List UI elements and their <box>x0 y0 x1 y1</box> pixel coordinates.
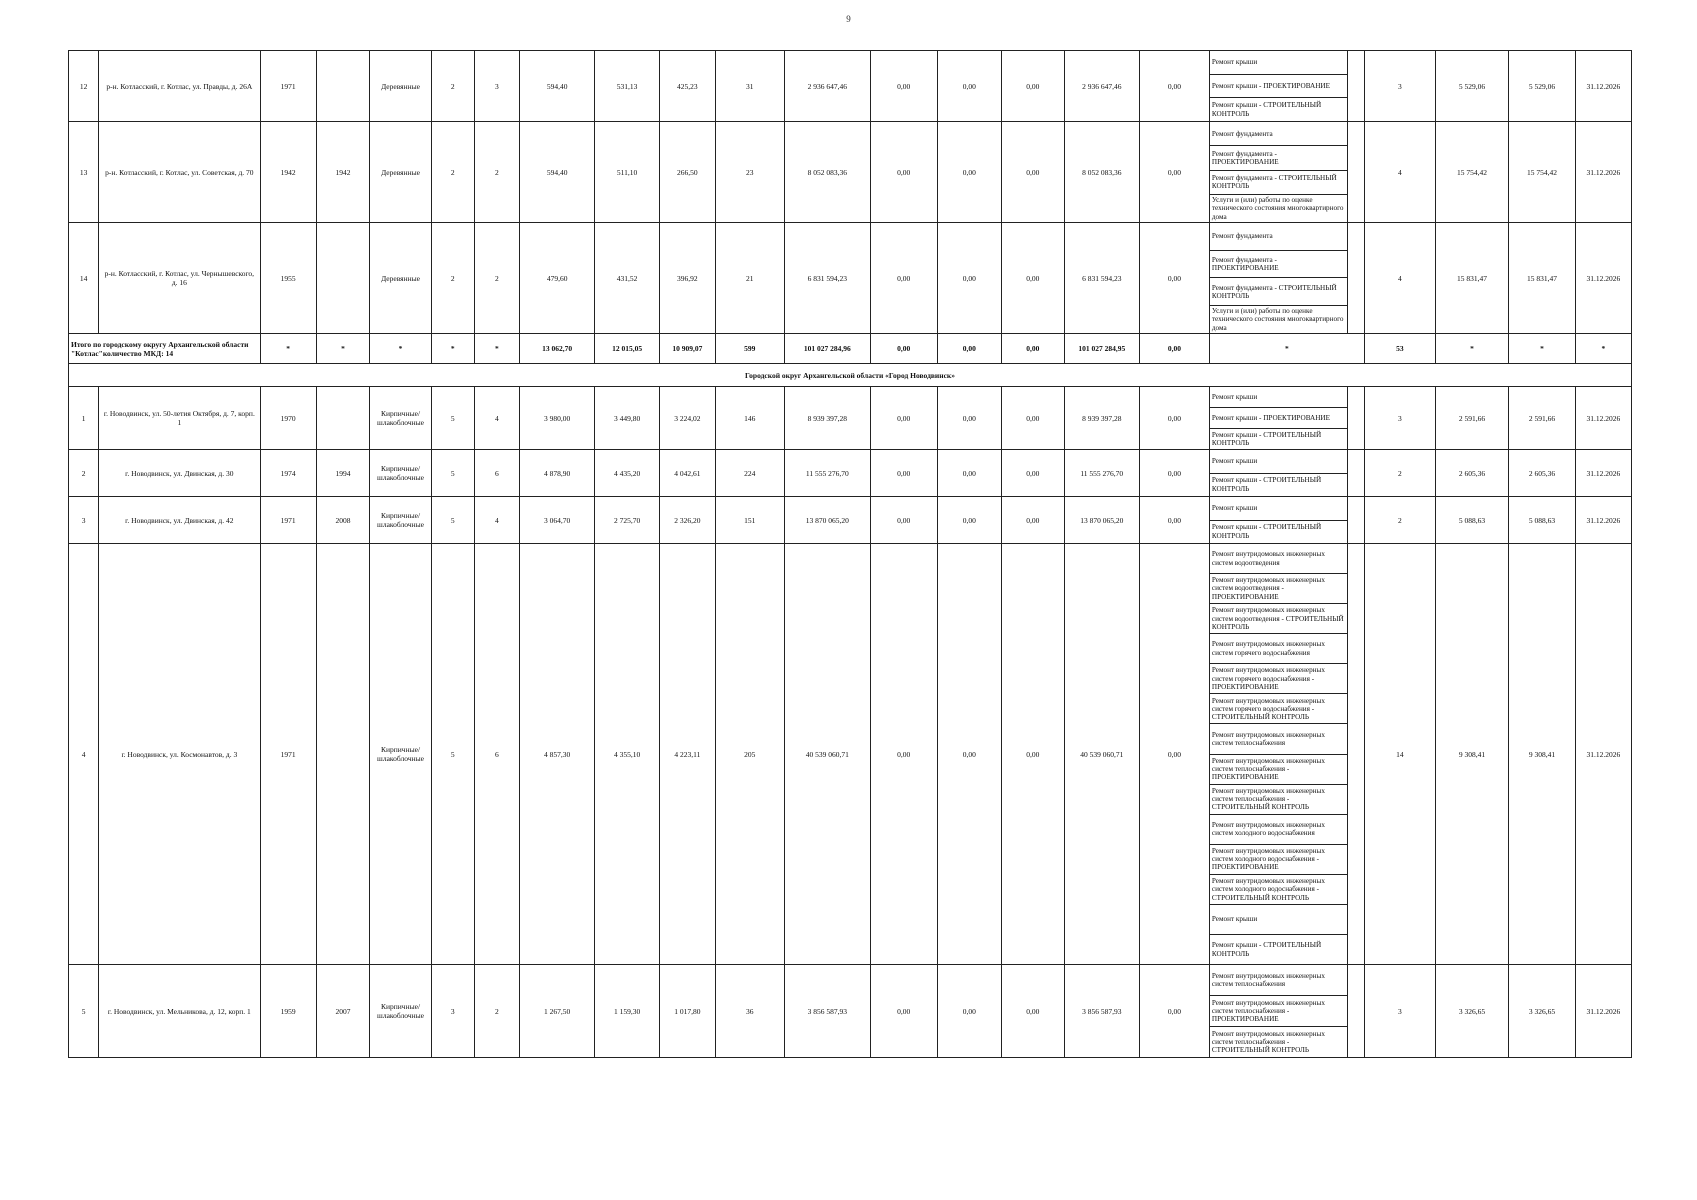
total-label: Итого по городскому округу Архангельской области "Котлас"количество МКД: 14 <box>69 334 261 364</box>
section-header-row <box>69 364 1632 387</box>
table-cell: 2 <box>474 965 519 1058</box>
table-cell: 0,00 <box>870 51 937 122</box>
address-cell: г. Новодвинск, ул. Мельникова, д. 12, корп. 1 <box>99 965 260 1058</box>
work-item: Ремонт фундамента - ПРОЕКТИРОВАНИЕ <box>1210 250 1348 278</box>
work-item: Ремонт фундамента - СТРОИТЕЛЬНЫЙ КОНТРОЛЬ <box>1210 170 1348 194</box>
table-cell: 1955 <box>260 223 316 334</box>
table-cell: 1971 <box>260 51 316 122</box>
table-cell: 2 326,20 <box>659 497 715 544</box>
table-cell: 4 <box>1364 122 1435 223</box>
table-row <box>69 965 1632 1058</box>
table-cell: 3 <box>1364 387 1435 450</box>
table-cell: 5 088,63 <box>1509 497 1576 544</box>
table-cell: 0,00 <box>937 387 1002 450</box>
table-cell <box>316 51 370 122</box>
table-cell: 0,00 <box>1139 497 1209 544</box>
table-cell: 205 <box>715 544 784 965</box>
work-item: Ремонт внутридомовых инженерных систем горячего водоснабжения - СТРОИТЕЛЬНЫЙ КОНТРОЛЬ <box>1210 693 1348 723</box>
work-item: Ремонт внутридомовых инженерных систем теплоснабжения <box>1210 965 1348 995</box>
table-cell: 1970 <box>260 387 316 450</box>
table-cell: 0,00 <box>937 122 1002 223</box>
total-cell: 10 909,07 <box>659 334 715 364</box>
total-cell: 101 027 284,95 <box>1064 334 1139 364</box>
work-item: Ремонт крыши - ПРОЕКТИРОВАНИЕ <box>1210 74 1348 98</box>
work-item: Ремонт внутридомовых инженерных систем теплоснабжения <box>1210 723 1348 753</box>
works-list <box>1209 223 1364 334</box>
table-row <box>69 497 1632 544</box>
table-cell: 1 017,80 <box>659 965 715 1058</box>
address-cell: г. Новодвинск, ул. 50-летия Октября, д. 7, корп. 1 <box>99 387 260 450</box>
table-cell: 0,00 <box>1139 223 1209 334</box>
work-item: Ремонт внутридомовых инженерных систем холодного водоснабжения - СТРОИТЕЛЬНЫЙ КОНТРОЛЬ <box>1210 874 1348 904</box>
work-item: Ремонт внутридомовых инженерных систем горячего водоснабжения <box>1210 633 1348 663</box>
table-cell: 3 <box>1364 51 1435 122</box>
table-cell: 31.12.2026 <box>1575 450 1631 497</box>
work-item: Ремонт крыши <box>1210 450 1348 473</box>
table-cell: 2 <box>1364 497 1435 544</box>
table-cell: 425,23 <box>659 51 715 122</box>
total-cell: * <box>1575 334 1631 364</box>
row-number: 13 <box>69 122 99 223</box>
table-cell: 3 064,70 <box>519 497 594 544</box>
table-cell: 6 <box>474 544 519 965</box>
total-cell: * <box>1209 334 1364 364</box>
table-cell: 1971 <box>260 544 316 965</box>
novodvinsk-rows <box>69 387 1632 1058</box>
table-cell: 0,00 <box>870 497 937 544</box>
work-item: Ремонт крыши <box>1210 904 1348 934</box>
table-cell: 2 <box>474 122 519 223</box>
table-cell <box>316 387 370 450</box>
table-cell: 40 539 060,71 <box>1064 544 1139 965</box>
table-cell: 9 308,41 <box>1435 544 1508 965</box>
table-cell: 0,00 <box>870 223 937 334</box>
table-cell: 4 355,10 <box>595 544 660 965</box>
total-cell: 0,00 <box>1139 334 1209 364</box>
table-cell: 4 <box>474 387 519 450</box>
work-item: Услуги и (или) работы по оценке технического состояния многоквартирного дома <box>1210 194 1348 222</box>
work-item: Ремонт внутридомовых инженерных систем теплоснабжения - СТРОИТЕЛЬНЫЙ КОНТРОЛЬ <box>1210 784 1348 814</box>
table-cell: 6 831 594,23 <box>784 223 870 334</box>
kotlas-rows <box>69 51 1632 334</box>
page-number: 9 <box>846 14 851 24</box>
table-cell: 0,00 <box>1002 223 1064 334</box>
table-row <box>69 223 1632 334</box>
total-cell: * <box>316 334 370 364</box>
table-cell: 0,00 <box>937 497 1002 544</box>
table-cell: 4 <box>474 497 519 544</box>
table-row <box>69 122 1632 223</box>
table-cell: 0,00 <box>1002 544 1064 965</box>
table-cell: 40 539 060,71 <box>784 544 870 965</box>
table-cell: 11 555 276,70 <box>1064 450 1139 497</box>
table-cell: 1 159,30 <box>595 965 660 1058</box>
table-cell: 5 088,63 <box>1435 497 1508 544</box>
total-cell: 0,00 <box>1002 334 1064 364</box>
table-cell: 479,60 <box>519 223 594 334</box>
table-cell: 0,00 <box>870 122 937 223</box>
table-cell: 4 878,90 <box>519 450 594 497</box>
table-cell: 0,00 <box>937 965 1002 1058</box>
table-cell: 0,00 <box>870 544 937 965</box>
work-item: Ремонт внутридомовых инженерных систем горячего водоснабжения - ПРОЕКТИРОВАНИЕ <box>1210 663 1348 693</box>
table-cell: Деревянные <box>370 122 431 223</box>
table-cell: 3 856 587,93 <box>784 965 870 1058</box>
table-cell: 2 <box>431 223 474 334</box>
table-cell: Деревянные <box>370 223 431 334</box>
table-cell: 5 <box>431 450 474 497</box>
table-cell: 5 529,06 <box>1509 51 1576 122</box>
table-cell: 1974 <box>260 450 316 497</box>
table-cell: 0,00 <box>1002 122 1064 223</box>
table-cell <box>316 544 370 965</box>
table-cell: 511,10 <box>595 122 660 223</box>
total-cell: 599 <box>715 334 784 364</box>
table-cell: 6 <box>474 450 519 497</box>
row-number: 4 <box>69 544 99 965</box>
table-cell: Кирпичные/ шлакоблочные <box>370 965 431 1058</box>
table-cell: 15 831,47 <box>1509 223 1576 334</box>
table-cell: 36 <box>715 965 784 1058</box>
table-cell: 0,00 <box>870 450 937 497</box>
table-cell: 3 980,00 <box>519 387 594 450</box>
table-cell: 8 052 083,36 <box>1064 122 1139 223</box>
works-list <box>1209 450 1364 497</box>
table-cell: 0,00 <box>1002 497 1064 544</box>
work-item: Ремонт крыши - СТРОИТЕЛЬНЫЙ КОНТРОЛЬ <box>1210 520 1348 544</box>
table-cell: 4 435,20 <box>595 450 660 497</box>
table-cell: 0,00 <box>937 544 1002 965</box>
table-cell: 31.12.2026 <box>1575 122 1631 223</box>
table-cell: 3 326,65 <box>1509 965 1576 1058</box>
table-cell: 0,00 <box>870 965 937 1058</box>
work-item: Ремонт внутридомовых инженерных систем водоотведения <box>1210 544 1348 573</box>
table-cell: 266,50 <box>659 122 715 223</box>
total-cell: 0,00 <box>870 334 937 364</box>
work-item: Ремонт крыши <box>1210 387 1348 407</box>
table-cell: 2 591,66 <box>1435 387 1508 450</box>
table-cell: 0,00 <box>937 223 1002 334</box>
row-number: 2 <box>69 450 99 497</box>
address-cell: р-н. Котласский, г. Котлас, ул. Правды, д. 26А <box>99 51 260 122</box>
table-cell: 31.12.2026 <box>1575 497 1631 544</box>
table-cell: 15 754,42 <box>1435 122 1508 223</box>
work-item: Ремонт крыши - СТРОИТЕЛЬНЫЙ КОНТРОЛЬ <box>1210 428 1348 449</box>
table-cell: 2 725,70 <box>595 497 660 544</box>
table-cell: 2 <box>1364 450 1435 497</box>
table-cell: Кирпичные/ шлакоблочные <box>370 450 431 497</box>
table-cell: 3 <box>1364 965 1435 1058</box>
table-cell: 6 831 594,23 <box>1064 223 1139 334</box>
table-cell: 4 857,30 <box>519 544 594 965</box>
table-cell: 1994 <box>316 450 370 497</box>
table-cell: 3 <box>474 51 519 122</box>
total-cell: 13 062,70 <box>519 334 594 364</box>
table-cell: 3 326,65 <box>1435 965 1508 1058</box>
table-cell: 15 831,47 <box>1435 223 1508 334</box>
table-cell: 594,40 <box>519 51 594 122</box>
table-cell: 15 754,42 <box>1509 122 1576 223</box>
total-row <box>69 334 1632 364</box>
section-title: Городской округ Архангельской области «Город Новодвинск» <box>69 364 1632 387</box>
table-cell: 431,52 <box>595 223 660 334</box>
table-cell: Кирпичные/ шлакоблочные <box>370 387 431 450</box>
table-cell: 0,00 <box>1002 450 1064 497</box>
table-cell: 2 605,36 <box>1509 450 1576 497</box>
table-cell: 2 591,66 <box>1509 387 1576 450</box>
table-cell: 0,00 <box>1139 387 1209 450</box>
address-cell: г. Новодвинск, ул. Двинская, д. 30 <box>99 450 260 497</box>
table-cell: 31.12.2026 <box>1575 51 1631 122</box>
table-cell: 0,00 <box>1139 122 1209 223</box>
table-cell: Деревянные <box>370 51 431 122</box>
table-cell: 5 <box>431 387 474 450</box>
works-list <box>1209 387 1364 450</box>
table-row <box>69 544 1632 965</box>
work-item: Ремонт внутридомовых инженерных систем теплоснабжения - ПРОЕКТИРОВАНИЕ <box>1210 995 1348 1026</box>
work-item: Ремонт крыши - СТРОИТЕЛЬНЫЙ КОНТРОЛЬ <box>1210 934 1348 964</box>
work-item: Ремонт фундамента <box>1210 223 1348 250</box>
address-cell: г. Новодвинск, ул. Двинская, д. 42 <box>99 497 260 544</box>
table-cell <box>316 223 370 334</box>
table-cell: 1959 <box>260 965 316 1058</box>
table-cell: 0,00 <box>870 387 937 450</box>
table-cell: 2 <box>474 223 519 334</box>
table-cell: 4 042,61 <box>659 450 715 497</box>
works-list <box>1209 497 1364 544</box>
table-cell: 2007 <box>316 965 370 1058</box>
table-cell: 31.12.2026 <box>1575 223 1631 334</box>
total-cell: 12 015,05 <box>595 334 660 364</box>
table-cell: 3 224,02 <box>659 387 715 450</box>
table-cell: 5 <box>431 497 474 544</box>
row-number: 12 <box>69 51 99 122</box>
total-cell: * <box>1435 334 1508 364</box>
table-cell: 0,00 <box>937 450 1002 497</box>
table-cell: 4 223,11 <box>659 544 715 965</box>
work-item: Услуги и (или) работы по оценке технического состояния многоквартирного дома <box>1210 305 1348 333</box>
table-cell: 2 <box>431 51 474 122</box>
table-cell: 5 529,06 <box>1435 51 1508 122</box>
table-cell: 14 <box>1364 544 1435 965</box>
work-item: Ремонт фундамента - СТРОИТЕЛЬНЫЙ КОНТРОЛЬ <box>1210 277 1348 305</box>
work-item: Ремонт фундамента <box>1210 122 1348 145</box>
work-item: Ремонт внутридомовых инженерных систем теплоснабжения - ПРОЕКТИРОВАНИЕ <box>1210 754 1348 784</box>
table-cell: 0,00 <box>1002 387 1064 450</box>
work-item: Ремонт крыши - СТРОИТЕЛЬНЫЙ КОНТРОЛЬ <box>1210 473 1348 497</box>
row-number: 3 <box>69 497 99 544</box>
table-cell: 2 936 647,46 <box>784 51 870 122</box>
table-cell: 4 <box>1364 223 1435 334</box>
table-cell: 13 870 065,20 <box>784 497 870 544</box>
row-number: 5 <box>69 965 99 1058</box>
table-cell: 531,13 <box>595 51 660 122</box>
table-cell: 3 <box>431 965 474 1058</box>
table-cell: 9 308,41 <box>1509 544 1576 965</box>
table-cell: 8 939 397,28 <box>784 387 870 450</box>
work-item: Ремонт крыши - СТРОИТЕЛЬНЫЙ КОНТРОЛЬ <box>1210 97 1348 121</box>
table-cell: 2 <box>431 122 474 223</box>
table-cell: 396,92 <box>659 223 715 334</box>
table-cell: 0,00 <box>1139 965 1209 1058</box>
works-list <box>1209 544 1364 965</box>
table-cell: 8 052 083,36 <box>784 122 870 223</box>
address-cell: г. Новодвинск, ул. Космонавтов, д. 3 <box>99 544 260 965</box>
table-cell: 8 939 397,28 <box>1064 387 1139 450</box>
table-cell: 23 <box>715 122 784 223</box>
table-cell: 1 267,50 <box>519 965 594 1058</box>
table-cell: 0,00 <box>1139 544 1209 965</box>
table-cell: 31.12.2026 <box>1575 544 1631 965</box>
table-cell: 0,00 <box>1002 51 1064 122</box>
table-cell: 1971 <box>260 497 316 544</box>
table-cell: 11 555 276,70 <box>784 450 870 497</box>
table-row <box>69 387 1632 450</box>
work-item: Ремонт внутридомовых инженерных систем холодного водоснабжения - ПРОЕКТИРОВАНИЕ <box>1210 844 1348 874</box>
capital-repair-table <box>68 50 1632 1058</box>
table-cell: 151 <box>715 497 784 544</box>
work-item: Ремонт фундамента - ПРОЕКТИРОВАНИЕ <box>1210 145 1348 169</box>
total-cell: 53 <box>1364 334 1435 364</box>
table-cell: 13 870 065,20 <box>1064 497 1139 544</box>
table-cell: 31 <box>715 51 784 122</box>
row-number: 14 <box>69 223 99 334</box>
total-cell: * <box>1509 334 1576 364</box>
table-cell: 2 936 647,46 <box>1064 51 1139 122</box>
works-list <box>1209 122 1364 223</box>
works-list <box>1209 965 1364 1058</box>
work-item: Ремонт внутридомовых инженерных систем водоотведения - ПРОЕКТИРОВАНИЕ <box>1210 573 1348 603</box>
total-cell: 101 027 284,96 <box>784 334 870 364</box>
table-cell: 0,00 <box>937 51 1002 122</box>
table-cell: Кирпичные/ шлакоблочные <box>370 497 431 544</box>
works-list <box>1209 51 1364 122</box>
total-cell: * <box>370 334 431 364</box>
table-cell: 31.12.2026 <box>1575 387 1631 450</box>
table-cell: 224 <box>715 450 784 497</box>
kotlas-total <box>69 334 1632 387</box>
work-item: Ремонт внутридомовых инженерных систем холодного водоснабжения <box>1210 814 1348 844</box>
table-cell: Кирпичные/ шлакоблочные <box>370 544 431 965</box>
table-cell: 21 <box>715 223 784 334</box>
address-cell: р-н. Котласский, г. Котлас, ул. Советская, д. 70 <box>99 122 260 223</box>
total-cell: * <box>260 334 316 364</box>
table-cell: 2 605,36 <box>1435 450 1508 497</box>
table-cell: 2008 <box>316 497 370 544</box>
row-number: 1 <box>69 387 99 450</box>
total-cell: * <box>474 334 519 364</box>
total-cell: * <box>431 334 474 364</box>
table-cell: 3 856 587,93 <box>1064 965 1139 1058</box>
table-cell: 31.12.2026 <box>1575 965 1631 1058</box>
address-cell: р-н. Котласский, г. Котлас, ул. Чернышевского, д. 16 <box>99 223 260 334</box>
table-cell: 5 <box>431 544 474 965</box>
work-item: Ремонт внутридомовых инженерных систем теплоснабжения - СТРОИТЕЛЬНЫЙ КОНТРОЛЬ <box>1210 1026 1348 1057</box>
total-cell: 0,00 <box>937 334 1002 364</box>
work-item: Ремонт крыши <box>1210 51 1348 74</box>
table-cell: 594,40 <box>519 122 594 223</box>
table-cell: 0,00 <box>1139 450 1209 497</box>
table-cell: 3 449,80 <box>595 387 660 450</box>
table-cell: 0,00 <box>1002 965 1064 1058</box>
work-item: Ремонт крыши <box>1210 497 1348 520</box>
table-cell: 1942 <box>260 122 316 223</box>
table-cell: 1942 <box>316 122 370 223</box>
work-item: Ремонт внутридомовых инженерных систем водоотведения - СТРОИТЕЛЬНЫЙ КОНТРОЛЬ <box>1210 603 1348 633</box>
table-row <box>69 51 1632 122</box>
table-cell: 146 <box>715 387 784 450</box>
work-item: Ремонт крыши - ПРОЕКТИРОВАНИЕ <box>1210 407 1348 428</box>
table-row <box>69 450 1632 497</box>
table-cell: 0,00 <box>1139 51 1209 122</box>
